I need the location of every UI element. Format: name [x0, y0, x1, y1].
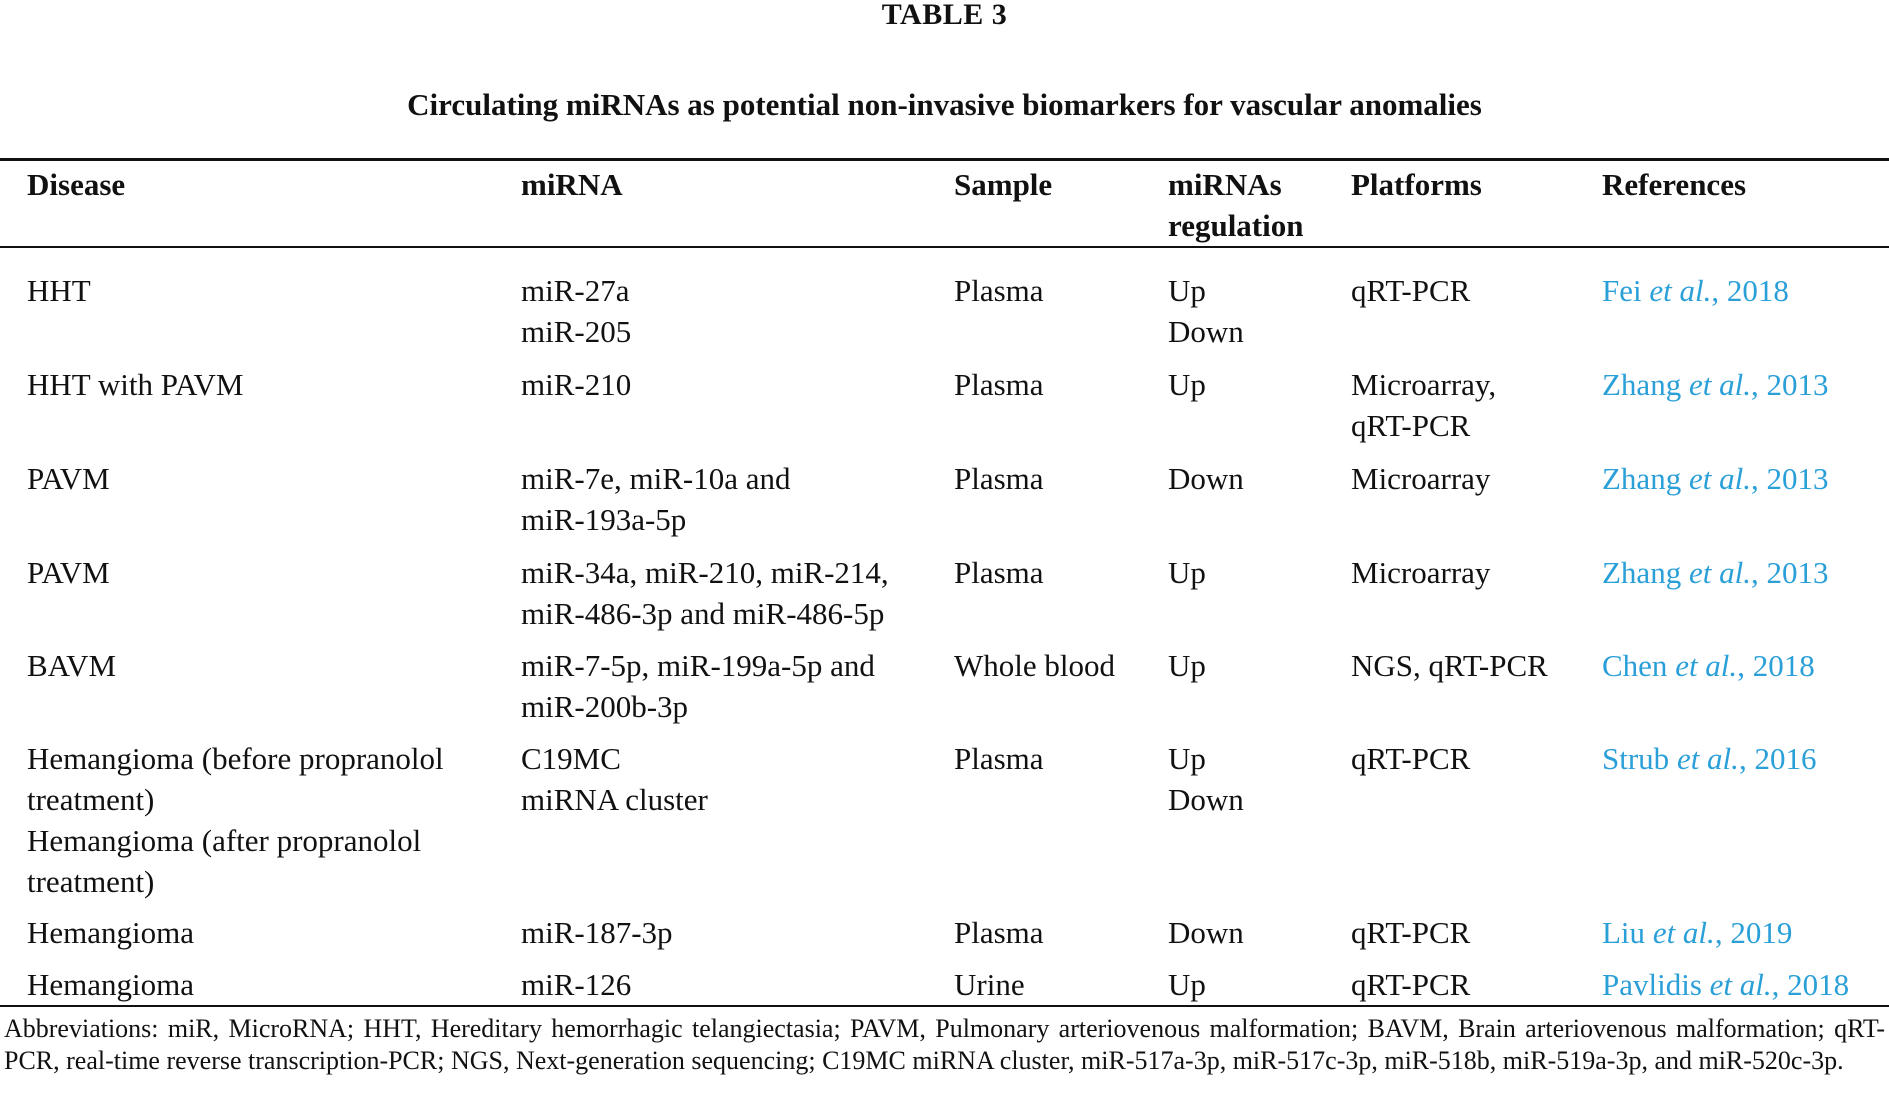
cell-mirna: miR-193a-5p — [521, 502, 687, 537]
cell-sample: Plasma — [954, 555, 1044, 590]
cell-disease: Hemangioma — [27, 967, 195, 1002]
cell-platform: Microarray — [1351, 461, 1491, 496]
cell-mirna: miR-205 — [521, 314, 632, 349]
reference-etal: et al. — [1688, 555, 1751, 590]
reference-etal: et al. — [1709, 967, 1772, 1002]
reference-author: Zhang — [1602, 555, 1682, 590]
table-label: TABLE 3 — [881, 0, 1008, 31]
reference-year: , 2018 — [1771, 967, 1850, 1002]
header-regulation-line1: miRNAs — [1168, 167, 1282, 202]
cell-disease: HHT with PAVM — [27, 367, 244, 402]
reference-etal: et al. — [1676, 741, 1739, 776]
reference-author: Strub — [1602, 741, 1670, 776]
cell-mirna: miRNA cluster — [521, 782, 708, 817]
cell-sample: Plasma — [954, 915, 1044, 950]
cell-mirna: C19MC — [521, 741, 621, 776]
cell-mirna: miR-7e, miR-10a and — [521, 461, 791, 496]
cell-platform: qRT-PCR — [1351, 408, 1471, 443]
cell-mirna: miR-210 — [521, 367, 632, 402]
cell-sample: Plasma — [954, 273, 1044, 308]
reference-year: , 2013 — [1750, 555, 1829, 590]
cell-disease: treatment) — [27, 782, 155, 817]
cell-mirna: miR-126 — [521, 967, 632, 1002]
cell-regulation: Up — [1168, 648, 1206, 683]
cell-disease: PAVM — [27, 555, 110, 590]
reference-author: Fei — [1602, 273, 1642, 308]
reference-year: , 2019 — [1714, 915, 1793, 950]
cell-regulation: Up — [1168, 741, 1206, 776]
header-regulation-line2: regulation — [1168, 208, 1304, 243]
reference-year: , 2013 — [1750, 367, 1829, 402]
cell-sample: Plasma — [954, 367, 1044, 402]
table-header-rule — [0, 246, 1889, 248]
cell-mirna: miR-486-3p and miR-486-5p — [521, 596, 885, 631]
reference-year: , 2016 — [1738, 741, 1817, 776]
cell-regulation: Down — [1168, 461, 1244, 496]
reference-author: Zhang — [1602, 367, 1682, 402]
cell-regulation: Up — [1168, 367, 1206, 402]
table-footnote: Abbreviations: miR, MicroRNA; HHT, Hereditary hemorrhagic telangiectasia; PAVM, Pulmonary arteriovenous malformation; BAVM, Brain arteriovenous malformation; qRT-PCR, real-time reverse transcription-PCR; NGS, Next-generation sequencing; C19MC miRNA cluster, miR-517a-3p, miR-517c-3p, miR-518b, miR-519a-3p, and miR-520c-3p. — [4, 1014, 1885, 1075]
reference-author: Zhang — [1602, 461, 1682, 496]
table-caption: Circulating miRNAs as potential non-invasive biomarkers for vascular anomalies — [407, 87, 1482, 122]
reference-author: Pavlidis — [1602, 967, 1702, 1002]
cell-regulation: Up — [1168, 273, 1206, 308]
cell-mirna: miR-27a — [521, 273, 630, 308]
cell-mirna: miR-200b-3p — [521, 689, 689, 724]
reference-year: , 2018 — [1737, 648, 1815, 683]
cell-sample: Plasma — [954, 741, 1044, 776]
cell-disease: PAVM — [27, 461, 110, 496]
table-top-rule — [0, 158, 1889, 161]
cell-sample: Plasma — [954, 461, 1044, 496]
reference-etal: et al. — [1688, 461, 1751, 496]
cell-platform: qRT-PCR — [1351, 915, 1471, 950]
header-references: References — [1602, 167, 1747, 202]
cell-platform: Microarray — [1351, 555, 1491, 590]
header-sample: Sample — [954, 167, 1053, 202]
reference-link[interactable] — [1602, 738, 1816, 779]
reference-etal: et al. — [1675, 648, 1738, 683]
cell-platform: Microarray, — [1351, 367, 1497, 402]
cell-platform: qRT-PCR — [1351, 273, 1471, 308]
cell-regulation: Up — [1168, 967, 1206, 1002]
cell-platform: qRT-PCR — [1351, 741, 1471, 776]
cell-regulation: Down — [1168, 314, 1244, 349]
reference-year: , 2018 — [1711, 273, 1789, 308]
cell-regulation: Down — [1168, 782, 1244, 817]
reference-link[interactable] — [1602, 645, 1815, 686]
cell-disease: Hemangioma — [27, 915, 195, 950]
cell-regulation: Up — [1168, 555, 1206, 590]
reference-etal: et al. — [1688, 367, 1751, 402]
reference-author: Chen — [1602, 648, 1668, 683]
reference-etal: et al. — [1652, 915, 1715, 950]
reference-link[interactable] — [1602, 458, 1828, 499]
cell-mirna: miR-34a, miR-210, miR-214, — [521, 555, 889, 590]
reference-link[interactable] — [1602, 964, 1849, 1005]
cell-disease: BAVM — [27, 648, 117, 683]
reference-link[interactable] — [1602, 552, 1828, 593]
table-bottom-rule — [0, 1005, 1889, 1007]
reference-author: Liu — [1602, 915, 1646, 950]
cell-platform: qRT-PCR — [1351, 967, 1471, 1002]
reference-year: , 2013 — [1750, 461, 1829, 496]
cell-disease: Hemangioma (after propranolol — [27, 823, 422, 858]
header-platforms: Platforms — [1351, 167, 1482, 202]
reference-etal: et al. — [1649, 273, 1712, 308]
header-disease: Disease — [27, 167, 126, 202]
cell-mirna: miR-7-5p, miR-199a-5p and — [521, 648, 875, 683]
header-mirna: miRNA — [521, 167, 623, 202]
reference-link[interactable] — [1602, 270, 1789, 311]
cell-sample: Whole blood — [954, 648, 1115, 683]
cell-mirna: miR-187-3p — [521, 915, 673, 950]
cell-platform: NGS, qRT-PCR — [1351, 648, 1548, 683]
reference-link[interactable] — [1602, 912, 1792, 953]
reference-link[interactable] — [1602, 364, 1828, 405]
cell-disease: treatment) — [27, 864, 155, 899]
cell-regulation: Down — [1168, 915, 1244, 950]
cell-disease: HHT — [27, 273, 91, 308]
cell-sample: Urine — [954, 967, 1025, 1002]
cell-disease: Hemangioma (before propranolol — [27, 741, 444, 776]
